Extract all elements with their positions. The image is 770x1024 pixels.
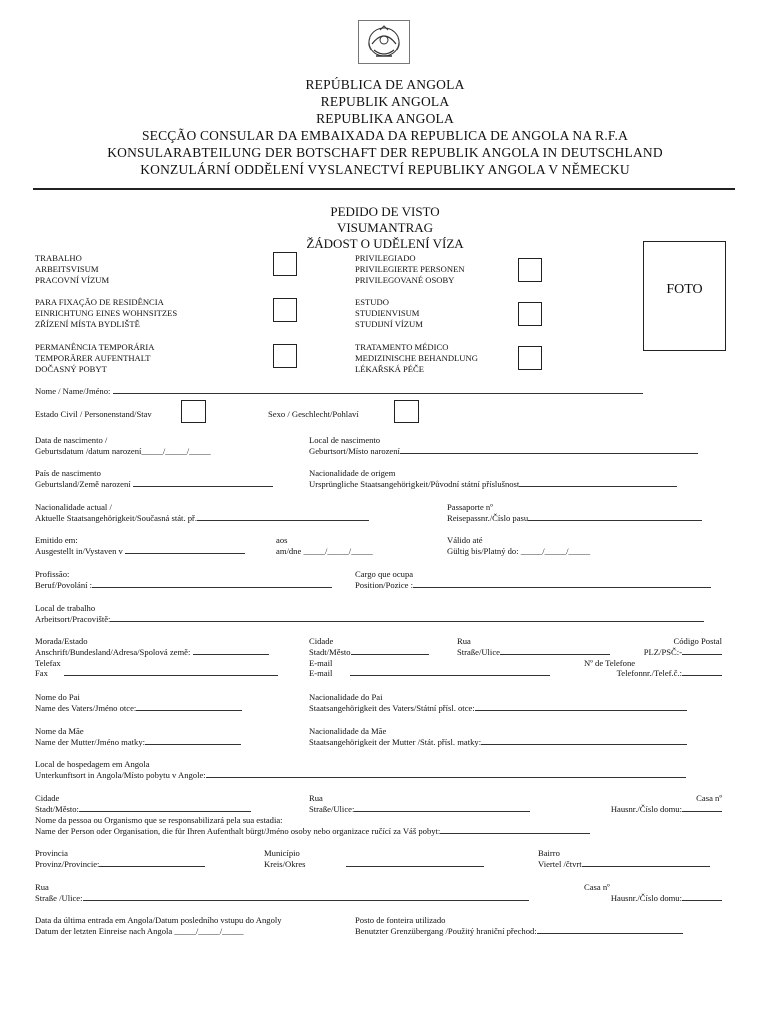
province-label-pt: Provincia (35, 848, 68, 858)
lodging-house-label-pt: Casa nº (696, 793, 722, 803)
passport-label-de: Reisepassnr./Číslo pasu (447, 512, 529, 523)
visa-type-medical-pt: TRATAMENTO MÉDICO (355, 342, 449, 352)
postal-code-field[interactable] (584, 636, 722, 679)
lodging-house-label-de: Hausnr./Číslo domu: (610, 803, 682, 814)
lodging-street-label-de: Straße/Ulice: (309, 803, 355, 814)
issued-on-label-de: am/dne (276, 545, 302, 556)
visa-type-residence-checkbox[interactable] (273, 298, 297, 322)
issued-on-label-pt: aos (276, 535, 288, 545)
origin-nationality-field[interactable] (309, 468, 677, 490)
passport-line[interactable] (528, 513, 702, 521)
municipality-label-de: Kreis/Okres (264, 858, 306, 869)
border-post-line[interactable] (537, 926, 683, 934)
lodging-house-field[interactable] (584, 793, 722, 815)
issued-on-field[interactable] (276, 535, 373, 557)
lodging-city-line[interactable] (79, 804, 251, 812)
house3-line[interactable] (682, 893, 722, 901)
street-label-de: Straße/Ulice (457, 646, 500, 657)
district-label-de: Viertel /čtvrt (538, 858, 582, 869)
visa-type-study-checkbox[interactable] (518, 302, 542, 326)
mother-name-label-de: Name der Mutter/Jméno matky: (35, 736, 146, 747)
sex-label: Sexo / Geschlecht/Pohlaví (268, 409, 359, 419)
civil-status-box[interactable] (181, 400, 206, 423)
visa-type-work-pt: TRABALHO (35, 253, 82, 263)
visa-type-medical-de: MEDIZINISCHE BEHANDLUNG (355, 352, 478, 363)
municipality-label-pt: Município (264, 848, 300, 858)
visa-type-medical-cz: LÉKAŘSKÁ PÉČE (355, 363, 424, 374)
lodging-city-label-pt: Cidade (35, 793, 60, 803)
sponsor-field[interactable] (35, 815, 590, 837)
street3-field[interactable] (35, 882, 529, 904)
visa-type-privileged-checkbox[interactable] (518, 258, 542, 282)
street3-line[interactable] (83, 893, 529, 901)
birth-date-label-de: Geburtsdatum /datum narození (35, 445, 142, 456)
street3-label-pt: Rua (35, 882, 49, 892)
father-nationality-label-de: Staatsangehörigkeit des Vaters/Státní přísl. otce: (309, 702, 475, 713)
mother-nationality-label-de: Staatsangehörigkeit der Mutter /Stát. přísl. matky: (309, 736, 482, 747)
origin-nationality-label-de: Ursprüngliche Staatsangehörigkeit/Původní státní příslušnost (309, 478, 520, 489)
valid-until-blank[interactable]: _____/_____/_____ (520, 545, 591, 556)
lodging-field[interactable] (35, 759, 686, 781)
visa-type-medical-checkbox[interactable] (518, 346, 542, 370)
current-nationality-label-de: Aktuelle Staatsangehörigkeit/Současná stát. př. (35, 512, 198, 523)
district-line[interactable] (582, 859, 710, 867)
issued-in-field[interactable] (35, 535, 245, 557)
birth-country-field[interactable] (35, 468, 273, 490)
father-name-label-de: Name des Vaters/Jméno otce: (35, 702, 137, 713)
phone-label-pt: Nº de Telefone (584, 657, 636, 668)
border-post-label-de: Benutzter Grenzübergang /Použitý hraniční přechod: (355, 925, 537, 936)
visa-type-medical-label (355, 342, 478, 374)
visa-type-privileged-label (355, 253, 465, 285)
mother-name-field[interactable] (35, 726, 241, 748)
address-label-pt: Morada/Estado (35, 636, 88, 646)
header-consular-cz: KONZULÁRNÍ ODDĚLENÍ VYSLANECTVÍ REPUBLIKY ANGOLA V NĚMECKU (140, 162, 630, 177)
mother-name-label-pt: Nome da Mãe (35, 726, 84, 736)
address-field[interactable] (35, 636, 278, 679)
birth-country-line[interactable] (133, 479, 273, 487)
visa-type-study-pt: ESTUDO (355, 297, 389, 307)
visa-type-temporary-cz: DOČASNÝ POBYT (35, 363, 107, 374)
city-line[interactable] (351, 647, 429, 655)
header-consular-de: KONSULARABTEILUNG DER BOTSCHAFT DER REPUBLIK ANGOLA IN DEUTSCHLAND (107, 145, 663, 160)
visa-type-work-cz: PRACOVNÍ VÍZUM (35, 274, 110, 285)
birth-place-field[interactable] (309, 435, 698, 457)
email-line[interactable] (350, 668, 550, 676)
profession-field[interactable] (35, 569, 332, 591)
current-nationality-field[interactable] (35, 502, 369, 524)
telefax-label: Telefax (35, 657, 61, 668)
mother-nationality-label-pt: Nacionalidade da Mãe (309, 726, 387, 736)
header-divider (33, 188, 735, 190)
position-line[interactable] (413, 580, 711, 588)
form-title-pt: PEDIDO DE VISTO (330, 204, 440, 219)
header-country-de: REPUBLIK ANGOLA (320, 94, 450, 109)
last-entry-field[interactable] (35, 915, 282, 937)
position-label-de: Position/Pozice : (355, 579, 414, 590)
city-label-pt: Cidade (309, 636, 334, 646)
photo-label: FOTO (666, 282, 703, 297)
issued-on-blank[interactable]: _____/_____/_____ (303, 545, 373, 556)
workplace-label-pt: Local de trabalho (35, 603, 96, 613)
birth-date-blank[interactable]: _____/_____/_____ (141, 445, 211, 456)
street-label-pt: Rua (457, 636, 471, 646)
visa-type-temporary-pt: PERMANÊNCIA TEMPORÁRIA (35, 342, 155, 352)
border-post-field[interactable] (355, 915, 683, 937)
province-line[interactable] (99, 859, 205, 867)
visa-type-privileged-cz: PRIVILEGOVANÉ OSOBY (355, 274, 455, 285)
lodging-street-line[interactable] (354, 804, 530, 812)
house3-label-pt: Casa nº (584, 882, 610, 892)
lodging-house-line[interactable] (682, 804, 722, 812)
province-field[interactable] (35, 848, 205, 870)
visa-type-study-de: STUDIENVISUM (355, 307, 420, 318)
current-nationality-line[interactable] (197, 513, 369, 521)
visa-type-privileged-de: PRIVILEGIERTE PERSONEN (355, 263, 465, 274)
address-label-de: Anschrift/Bundesland/Adresa/Spolová země: (35, 646, 191, 657)
name-line[interactable] (113, 386, 643, 394)
fax-label: Fax (35, 668, 48, 679)
visa-type-temporary-checkbox[interactable] (273, 344, 297, 368)
sponsor-label-de: Name der Person oder Organisation, die für Ihren Aufenthalt bürgt/Jméno osoby nebo organizace ručící za Váš pobyt: (35, 825, 441, 836)
issued-in-label-de: Ausgestellt in/Vystaven v (35, 545, 123, 556)
profession-label-pt: Profissão: (35, 569, 70, 579)
visa-type-residence-label (35, 297, 177, 329)
profession-label-de: Beruf/Povolání : (35, 579, 93, 590)
father-nationality-line[interactable] (475, 703, 687, 711)
father-name-label-pt: Nome do Pai (35, 692, 80, 702)
lodging-line[interactable] (206, 770, 686, 778)
visa-type-privileged-pt: PRIVILEGIADO (355, 253, 416, 263)
mother-name-line[interactable] (145, 737, 241, 745)
form-title-de: VISUMANTRAG (336, 220, 434, 235)
header-consular-pt: SECÇÃO CONSULAR DA EMBAIXADA DA REPUBLICA DE ANGOLA NA R.F.A (141, 128, 629, 143)
district-label-pt: Bairro (538, 848, 560, 858)
fax-line[interactable] (64, 668, 278, 676)
phone-line[interactable] (682, 668, 722, 676)
email-label-de: E-mail (309, 668, 333, 679)
mother-nationality-line[interactable] (481, 737, 687, 745)
lodging-street-label-pt: Rua (309, 793, 323, 803)
address-line[interactable] (193, 647, 269, 655)
workplace-field[interactable] (35, 603, 704, 625)
municipality-field[interactable] (264, 848, 484, 870)
last-entry-label-pt: Data da última entrada em Angola/Datum posledního vstupu do Angoly (35, 915, 282, 925)
municipality-line[interactable] (346, 859, 484, 867)
lodging-street-field[interactable] (309, 793, 530, 815)
phone-label-de: Telefonnr./Telef.č.: (616, 668, 682, 679)
birth-place-label-pt: Local de nascimento (309, 435, 381, 445)
visa-type-work-de: ARBEITSVISUM (35, 263, 99, 274)
valid-until-label-pt: Válido até (447, 535, 483, 545)
lodging-label-pt: Local de hospedagem em Angola (35, 759, 150, 769)
name-field[interactable] (35, 386, 643, 397)
lodging-city-label-de: Stadt/Město: (35, 803, 79, 814)
visa-type-study-label (355, 297, 423, 329)
province-label-de: Provinz/Provincie: (35, 858, 100, 869)
issued-in-label-pt: Emitido em: (35, 535, 78, 545)
birth-place-label-de: Geburtsort/Místo narození (309, 445, 400, 456)
lodging-city-field[interactable] (35, 793, 251, 815)
header-country-pt: REPÚBLICA DE ANGOLA (305, 77, 465, 92)
father-nationality-field[interactable] (309, 692, 687, 714)
house3-label-de: Hausnr./Číslo domu: (610, 892, 682, 903)
father-nationality-label-pt: Nacionalidade do Pai (309, 692, 383, 702)
visa-type-work-label (35, 253, 109, 285)
birth-country-label-de: Geburtsland/Země narození (35, 478, 131, 489)
district-field[interactable] (538, 848, 710, 870)
street3-label-de: Straße /Ulice: (35, 892, 83, 903)
visa-type-temporary-de: TEMPORÄRER AUFENTHALT (35, 352, 151, 363)
issued-in-line[interactable] (125, 546, 245, 554)
sex-box[interactable] (394, 400, 419, 423)
name-label: Nome / Name/Jméno: (35, 386, 111, 396)
visa-type-study-cz: STUDIJNÍ VÍZUM (355, 318, 423, 329)
valid-until-label-de: Gültig bis/Platný do: (447, 545, 519, 556)
origin-nationality-label-pt: Nacionalidade de origem (309, 468, 396, 478)
birth-date-field[interactable] (35, 435, 211, 457)
position-field[interactable] (355, 569, 711, 591)
sponsor-line[interactable] (440, 826, 590, 834)
last-entry-blank[interactable]: _____/_____/_____ (174, 925, 244, 936)
civil-status-label: Estado Civil / Personenstand/Stav (35, 409, 152, 419)
origin-nationality-line[interactable] (519, 479, 677, 487)
postal-code-label-pt: Código Postal (673, 636, 722, 646)
header-country-cz: REPUBLIKA ANGOLA (316, 111, 454, 126)
form-title-cz: ŽÁDOST O UDĚLENÍ VÍZA (306, 236, 464, 251)
postal-code-line[interactable] (682, 647, 722, 655)
lodging-label-de: Unterkunftsort in Angola/Místo pobytu v Angole: (35, 769, 206, 780)
passport-field[interactable] (447, 502, 702, 524)
father-name-line[interactable] (136, 703, 242, 711)
border-post-label-pt: Posto de fonteira utilizado (355, 915, 446, 925)
profession-line[interactable] (92, 580, 332, 588)
birth-place-line[interactable] (400, 446, 698, 454)
visa-type-work-checkbox[interactable] (273, 252, 297, 276)
workplace-line[interactable] (110, 614, 704, 622)
last-entry-label-de: Datum der letzten Einreise nach Angola (35, 925, 173, 936)
email-label-pt: E-mail (309, 657, 333, 668)
current-nationality-label-pt: Nacionalidade actual / (35, 502, 112, 512)
photo-box[interactable] (643, 241, 726, 351)
workplace-label-de: Arbeitsort/Pracoviště: (35, 613, 111, 624)
mother-nationality-field[interactable] (309, 726, 687, 748)
visa-type-residence-pt: PARA FIXAÇÃO DE RESIDÊNCIA (35, 297, 164, 307)
birth-date-label-pt: Data de nascimento / (35, 435, 108, 445)
birth-country-label-pt: País de nascimento (35, 468, 101, 478)
valid-until-field[interactable] (447, 535, 590, 557)
passport-label-pt: Passaporte nº (447, 502, 493, 512)
visa-type-temporary-label (35, 342, 154, 374)
visa-type-residence-cz: ZŘÍZENÍ MÍSTA BYDLIŠTĚ (35, 318, 140, 329)
city-label-de: Stadt/Město (309, 646, 351, 657)
position-label-pt: Cargo que ocupa (355, 569, 414, 579)
father-name-field[interactable] (35, 692, 242, 714)
coat-of-arms-emblem (358, 20, 410, 64)
house3-field[interactable] (584, 882, 722, 904)
postal-code-label-de: PLZ/PSČ:- (643, 646, 682, 657)
sponsor-label-pt: Nome da pessoa ou Organismo que se responsabilizará pela sua estadia: (35, 815, 283, 825)
visa-type-residence-de: EINRICHTUNG EINES WOHNSITZES (35, 307, 178, 318)
